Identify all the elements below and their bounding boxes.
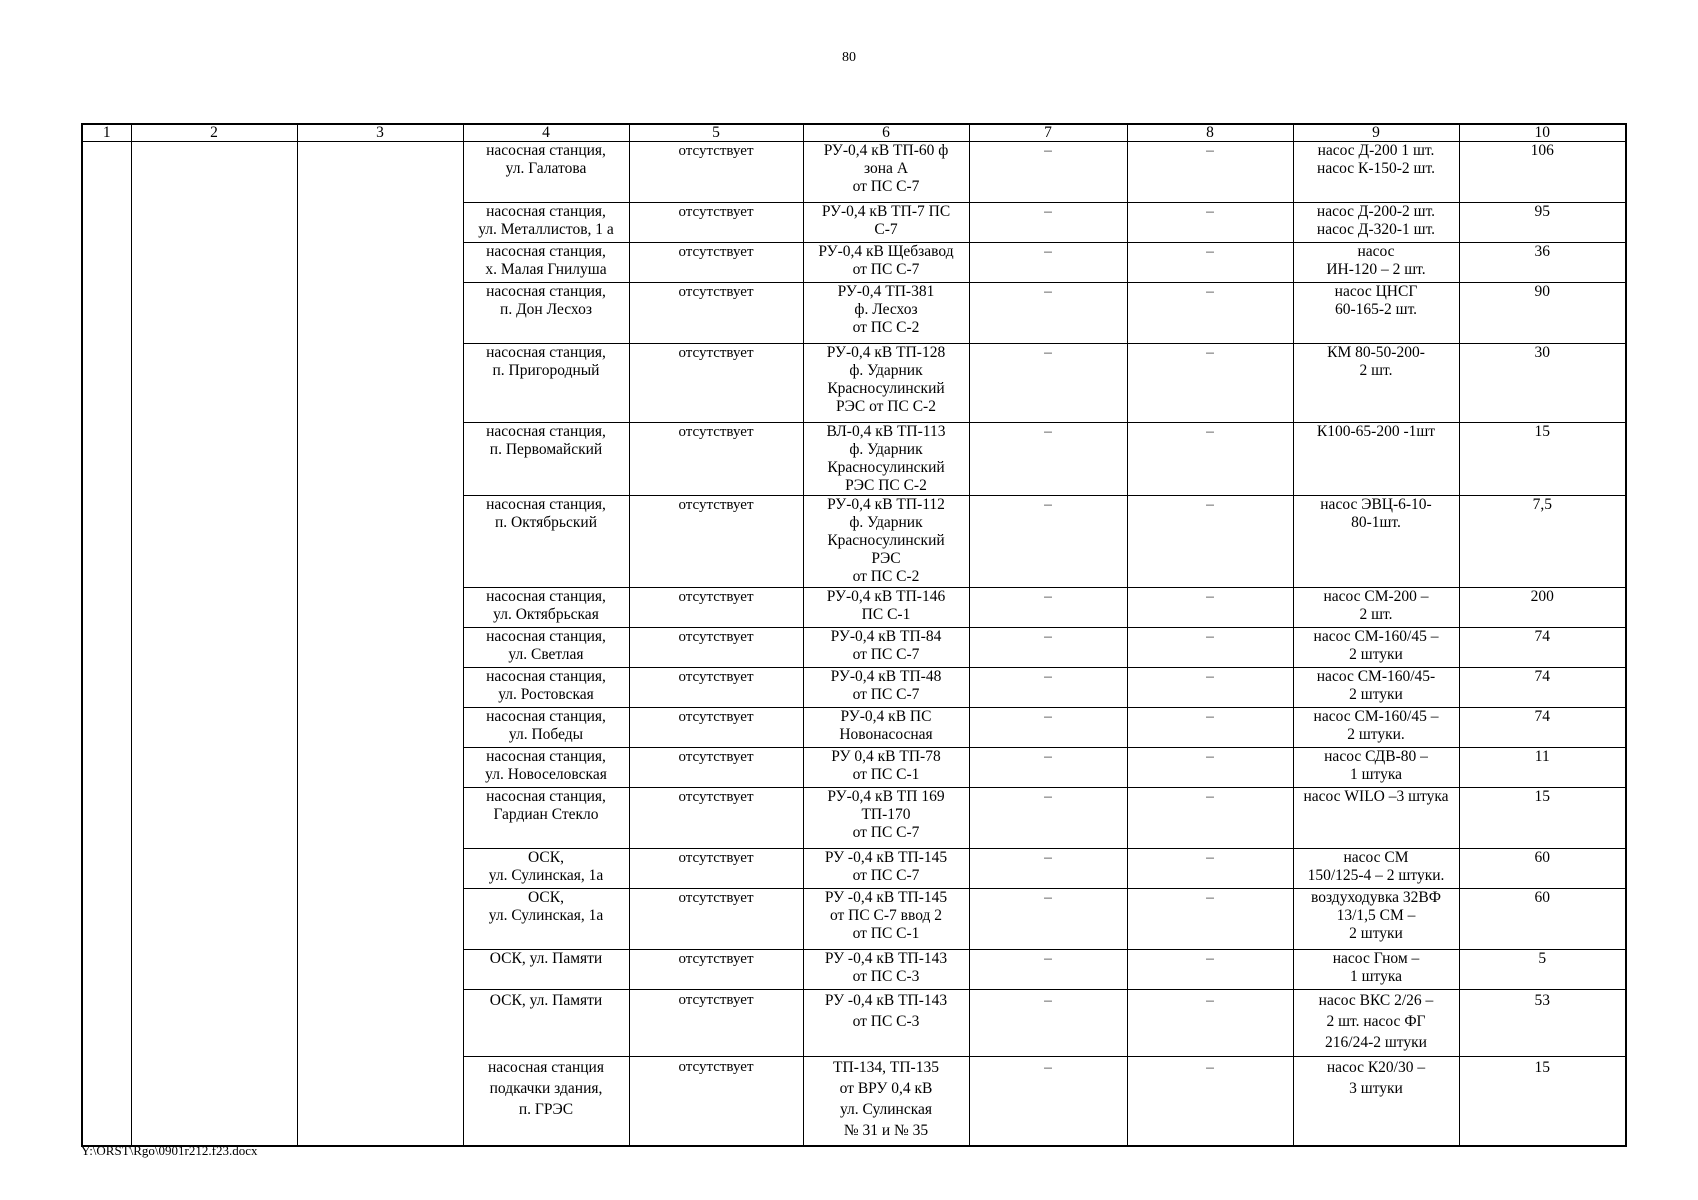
col7-cell: – (969, 708, 1127, 748)
status-cell: отсутствует (629, 423, 803, 496)
col8-cell: – (1127, 668, 1293, 708)
power-value-cell: 200 (1459, 588, 1626, 628)
col7-cell: – (969, 423, 1127, 496)
col7-cell: – (969, 142, 1127, 203)
power-value-cell: 74 (1459, 628, 1626, 668)
power-value-cell: 30 (1459, 344, 1626, 423)
equipment-cell: насос ИН-120 – 2 шт. (1293, 243, 1459, 283)
col8-cell: – (1127, 142, 1293, 203)
power-value-cell: 5 (1459, 950, 1626, 990)
col7-cell: – (969, 1057, 1127, 1146)
col7-cell: – (969, 283, 1127, 344)
object-cell: ОСК, ул. Сулинская, 1а (463, 849, 629, 889)
status-cell: отсутствует (629, 708, 803, 748)
column-header: 5 (629, 124, 803, 142)
column-header: 2 (131, 124, 297, 142)
column-header: 10 (1459, 124, 1626, 142)
col7-cell: – (969, 849, 1127, 889)
power-source-cell: РУ-0,4 кВ ТП-128 ф. Ударник Красносулинский РЭС от ПС С-2 (803, 344, 969, 423)
power-value-cell: 90 (1459, 283, 1626, 344)
equipment-cell: воздуходувка 32ВФ 13/1,5 СМ – 2 штуки (1293, 889, 1459, 950)
status-cell: отсутствует (629, 496, 803, 588)
equipment-cell: насос СДВ-80 – 1 штука (1293, 748, 1459, 788)
power-value-cell: 11 (1459, 748, 1626, 788)
page-number: 80 (842, 50, 856, 65)
power-source-cell: РУ-0,4 ТП-381 ф. Лесхоз от ПС С-2 (803, 283, 969, 344)
col8-cell: – (1127, 1057, 1293, 1146)
equipment-cell: насос СМ-160/45 – 2 штуки. (1293, 708, 1459, 748)
object-cell: насосная станция, ул. Ростовская (463, 668, 629, 708)
object-cell: насосная станция, ул. Октябрьская (463, 588, 629, 628)
power-source-cell: РУ -0,4 кВ ТП-143 от ПС С-3 (803, 990, 969, 1057)
object-cell: насосная станция, п. Дон Лесхоз (463, 283, 629, 344)
power-source-cell: ВЛ-0,4 кВ ТП-113 ф. Ударник Красносулинский РЭС ПС С-2 (803, 423, 969, 496)
col7-cell: – (969, 496, 1127, 588)
object-cell: насосная станция, ул. Новоселовская (463, 748, 629, 788)
data-table (81, 123, 1627, 1147)
empty-merged-cell (297, 142, 463, 1146)
power-source-cell: РУ -0,4 кВ ТП-143 от ПС С-3 (803, 950, 969, 990)
status-cell: отсутствует (629, 990, 803, 1057)
col7-cell: – (969, 243, 1127, 283)
column-header: 6 (803, 124, 969, 142)
equipment-cell: К100-65-200 -1шт (1293, 423, 1459, 496)
power-value-cell: 15 (1459, 423, 1626, 496)
equipment-cell: насос ЦНСГ 60-165-2 шт. (1293, 283, 1459, 344)
col8-cell: – (1127, 203, 1293, 243)
col7-cell: – (969, 203, 1127, 243)
power-source-cell: РУ 0,4 кВ ТП-78 от ПС С-1 (803, 748, 969, 788)
power-value-cell: 36 (1459, 243, 1626, 283)
table-row (82, 142, 1626, 203)
col7-cell: – (969, 668, 1127, 708)
object-cell: насосная станция, п. Пригородный (463, 344, 629, 423)
status-cell: отсутствует (629, 628, 803, 668)
equipment-cell: насос Д-200-2 шт. насос Д-320-1 шт. (1293, 203, 1459, 243)
equipment-cell: насос Гном – 1 штука (1293, 950, 1459, 990)
col7-cell: – (969, 950, 1127, 990)
equipment-cell: насос Д-200 1 шт. насос К-150-2 шт. (1293, 142, 1459, 203)
power-source-cell: РУ-0,4 кВ ПС Новонасосная (803, 708, 969, 748)
status-cell: отсутствует (629, 283, 803, 344)
col7-cell: – (969, 788, 1127, 849)
equipment-cell: насос ВКС 2/26 – 2 шт. насос ФГ 216/24-2 штуки (1293, 990, 1459, 1057)
equipment-cell: насос К20/30 – 3 штуки (1293, 1057, 1459, 1146)
table-body (82, 142, 1626, 1146)
col8-cell: – (1127, 283, 1293, 344)
power-value-cell: 60 (1459, 889, 1626, 950)
status-cell: отсутствует (629, 588, 803, 628)
power-value-cell: 7,5 (1459, 496, 1626, 588)
equipment-cell: насос СМ-160/45- 2 штуки (1293, 668, 1459, 708)
column-header: 8 (1127, 124, 1293, 142)
equipment-cell: насос ЭВЦ-6-10- 80-1шт. (1293, 496, 1459, 588)
power-value-cell: 95 (1459, 203, 1626, 243)
col8-cell: – (1127, 849, 1293, 889)
object-cell: насосная станция подкачки здания, п. ГРЭС (463, 1057, 629, 1146)
col8-cell: – (1127, 788, 1293, 849)
col7-cell: – (969, 588, 1127, 628)
object-cell: насосная станция, ул. Светлая (463, 628, 629, 668)
status-cell: отсутствует (629, 142, 803, 203)
power-source-cell: РУ-0,4 кВ ТП-48 от ПС С-7 (803, 668, 969, 708)
status-cell: отсутствует (629, 849, 803, 889)
column-header: 3 (297, 124, 463, 142)
equipment-cell: насос WILO –3 штука (1293, 788, 1459, 849)
column-header: 4 (463, 124, 629, 142)
power-value-cell: 106 (1459, 142, 1626, 203)
power-value-cell: 15 (1459, 1057, 1626, 1146)
col7-cell: – (969, 748, 1127, 788)
column-header: 9 (1293, 124, 1459, 142)
col7-cell: – (969, 889, 1127, 950)
col7-cell: – (969, 344, 1127, 423)
status-cell: отсутствует (629, 889, 803, 950)
power-source-cell: РУ-0,4 кВ ТП-84 от ПС С-7 (803, 628, 969, 668)
status-cell: отсутствует (629, 950, 803, 990)
status-cell: отсутствует (629, 788, 803, 849)
equipment-cell: КМ 80-50-200- 2 шт. (1293, 344, 1459, 423)
status-cell: отсутствует (629, 344, 803, 423)
power-source-cell: РУ-0,4 кВ ТП-112 ф. Ударник Красносулинский РЭС от ПС С-2 (803, 496, 969, 588)
status-cell: отсутствует (629, 203, 803, 243)
object-cell: насосная станция, ул. Металлистов, 1 а (463, 203, 629, 243)
power-source-cell: РУ-0,4 кВ ТП-7 ПС С-7 (803, 203, 969, 243)
object-cell: ОСК, ул. Памяти (463, 950, 629, 990)
status-cell: отсутствует (629, 748, 803, 788)
power-source-cell: РУ-0,4 кВ ТП-60 ф зона А от ПС С-7 (803, 142, 969, 203)
col8-cell: – (1127, 496, 1293, 588)
col8-cell: – (1127, 990, 1293, 1057)
object-cell: насосная станция, Гардиан Стекло (463, 788, 629, 849)
object-cell: насосная станция, ул. Победы (463, 708, 629, 748)
column-header: 7 (969, 124, 1127, 142)
col8-cell: – (1127, 423, 1293, 496)
col8-cell: – (1127, 243, 1293, 283)
empty-merged-cell (131, 142, 297, 1146)
file-path-footer: Y:\ORST\Rgo\0901r212.f23.docx (81, 1143, 258, 1158)
object-cell: насосная станция, п. Первомайский (463, 423, 629, 496)
col7-cell: – (969, 990, 1127, 1057)
power-value-cell: 74 (1459, 708, 1626, 748)
power-source-cell: ТП-134, ТП-135 от ВРУ 0,4 кВ ул. Сулинская № 31 и № 35 (803, 1057, 969, 1146)
power-value-cell: 74 (1459, 668, 1626, 708)
equipment-cell: насос СМ-160/45 – 2 штуки (1293, 628, 1459, 668)
power-source-cell: РУ -0,4 кВ ТП-145 от ПС С-7 (803, 849, 969, 889)
power-value-cell: 15 (1459, 788, 1626, 849)
col8-cell: – (1127, 950, 1293, 990)
object-cell: насосная станция, п. Октябрьский (463, 496, 629, 588)
object-cell: ОСК, ул. Сулинская, 1а (463, 889, 629, 950)
col8-cell: – (1127, 344, 1293, 423)
equipment-cell: насос СМ 150/125-4 – 2 штуки. (1293, 849, 1459, 889)
col8-cell: – (1127, 588, 1293, 628)
col7-cell: – (969, 628, 1127, 668)
col8-cell: – (1127, 628, 1293, 668)
object-cell: ОСК, ул. Памяти (463, 990, 629, 1057)
object-cell: насосная станция, ул. Галатова (463, 142, 629, 203)
power-source-cell: РУ-0,4 кВ ТП-146 ПС С-1 (803, 588, 969, 628)
power-source-cell: РУ-0,4 кВ Щебзавод от ПС С-7 (803, 243, 969, 283)
status-cell: отсутствует (629, 243, 803, 283)
object-cell: насосная станция, х. Малая Гнилуша (463, 243, 629, 283)
status-cell: отсутствует (629, 668, 803, 708)
empty-merged-cell (82, 142, 131, 1146)
col8-cell: – (1127, 889, 1293, 950)
status-cell: отсутствует (629, 1057, 803, 1146)
column-header: 1 (82, 124, 131, 142)
header-row (82, 124, 1626, 142)
power-source-cell: РУ-0,4 кВ ТП 169 ТП-170 от ПС С-7 (803, 788, 969, 849)
col8-cell: – (1127, 708, 1293, 748)
power-source-cell: РУ -0,4 кВ ТП-145 от ПС С-7 ввод 2 от ПС С-1 (803, 889, 969, 950)
col8-cell: – (1127, 748, 1293, 788)
power-value-cell: 60 (1459, 849, 1626, 889)
power-value-cell: 53 (1459, 990, 1626, 1057)
equipment-cell: насос СМ-200 – 2 шт. (1293, 588, 1459, 628)
